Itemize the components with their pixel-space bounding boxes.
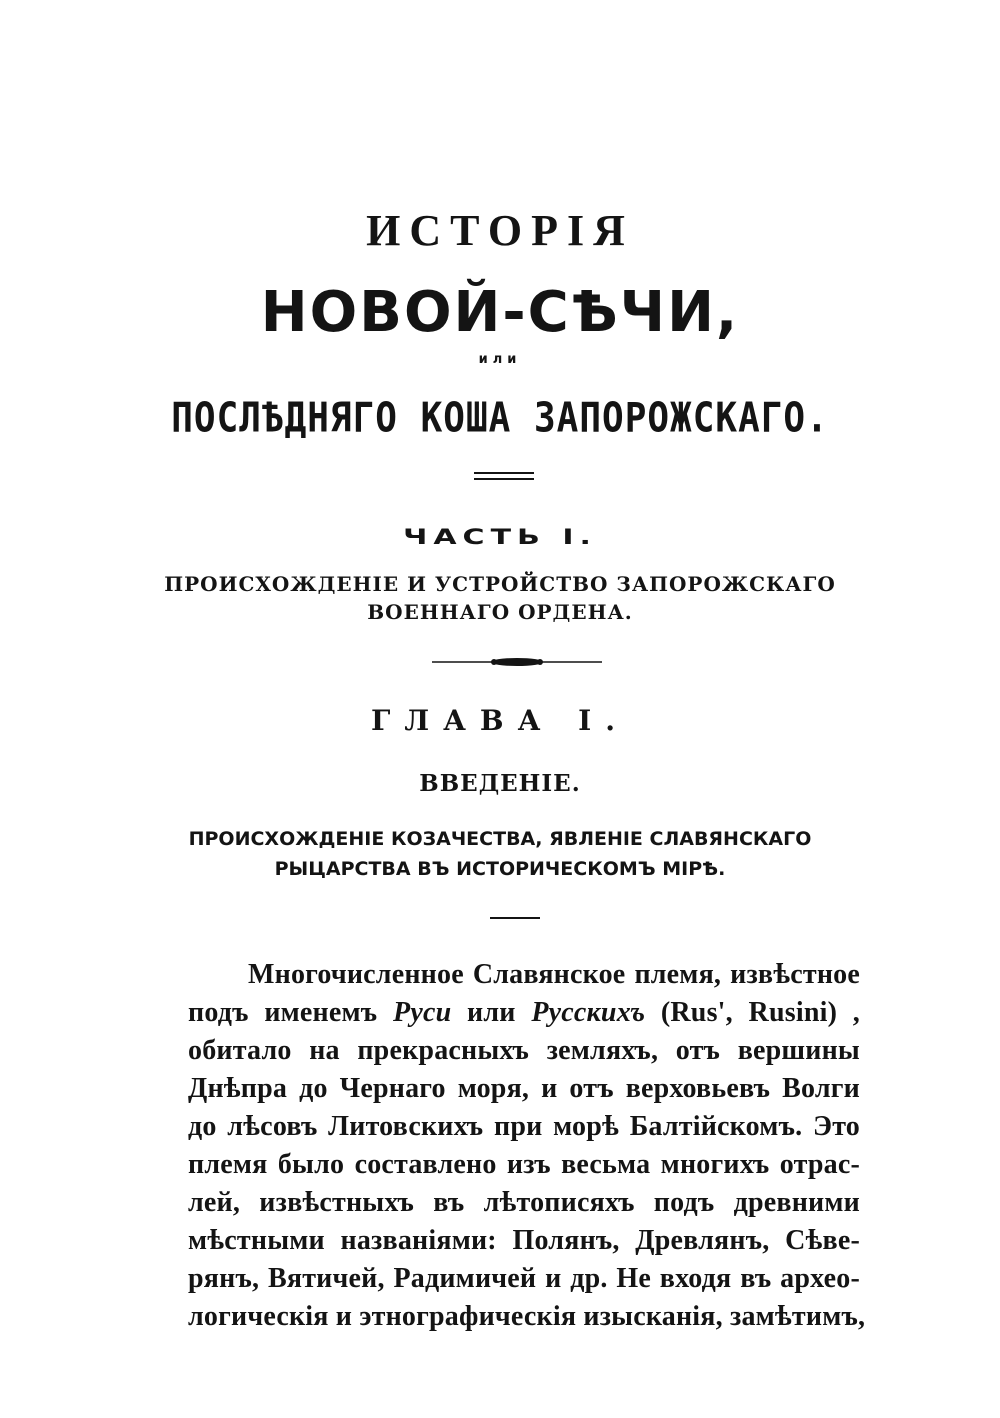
body-text-run: или — [451, 997, 532, 1028]
chapter-summary-line-1: ПРОИСХОЖДЕНІЕ КОЗАЧЕСТВА, ЯВЛЕНІЕ СЛАВЯНСКАГО — [188, 828, 812, 850]
title-line-3: ПОСЛѢДНЯГО КОША ЗАПОРОЖСКАГО. — [171, 394, 829, 443]
body-text-run: (Rus', Rusini) , — [645, 997, 860, 1028]
ornament-divider — [432, 656, 602, 668]
title-line-2: НОВОЙ-СѢЧИ, — [260, 280, 740, 345]
body-line: мѣстными названіями: Полянъ, Древлянъ, Сѣве- — [188, 1225, 860, 1256]
body-line: племя было составлено изъ весьма многихъ отрас- — [188, 1149, 860, 1180]
body-line: Многочисленное Славянское племя, извѣстное — [248, 959, 860, 990]
title-conjunction: или — [478, 352, 522, 367]
body-text — [188, 956, 866, 1336]
body-line — [188, 994, 860, 1032]
title-line-1: ИСТОРІЯ — [366, 206, 634, 255]
body-text-run: подъ именемъ — [188, 997, 394, 1028]
body-line: логическія и этнографическія изысканія, замѣтимъ, — [188, 1301, 866, 1332]
short-rule — [490, 917, 540, 919]
body-line: рянъ, Вятичей, Радимичей и др. Не входя въ археο- — [188, 1263, 860, 1294]
chapter-summary-line-2: РЫЦАРСТВА ВЪ ИСТОРИЧЕСКОМЪ МІРѢ. — [274, 858, 726, 880]
emphasis-russkikh: Русскихъ — [531, 997, 646, 1028]
double-rule-top — [474, 472, 534, 474]
chapter-title: ВВЕДЕНІЕ. — [419, 770, 581, 797]
body-line: Днѣпра до Чернаго моря, и отъ верховьевъ Волги — [188, 1073, 860, 1104]
chapter-label: ГЛАВА І. — [371, 704, 629, 737]
part-subtitle-line-2: ВОЕННАГО ОРДЕНА. — [367, 600, 633, 624]
body-line: лей, извѣстныхъ въ лѣтописяхъ подъ древними — [188, 1187, 860, 1218]
body-line: до лѣсовъ Литовскихъ при морѣ Балтійскомъ. Это — [188, 1111, 860, 1142]
part-label: ЧАСТЬ I. — [403, 525, 597, 550]
double-rule-bottom — [474, 478, 534, 480]
body-line: обитало на прекрасныхъ земляхъ, отъ вершины — [188, 1035, 860, 1066]
part-subtitle-line-1: ПРОИСХОЖДЕНІЕ И УСТРОЙСТВО ЗАПОРОЖСКАГО — [164, 572, 836, 596]
emphasis-rusi: Руси — [393, 997, 452, 1028]
